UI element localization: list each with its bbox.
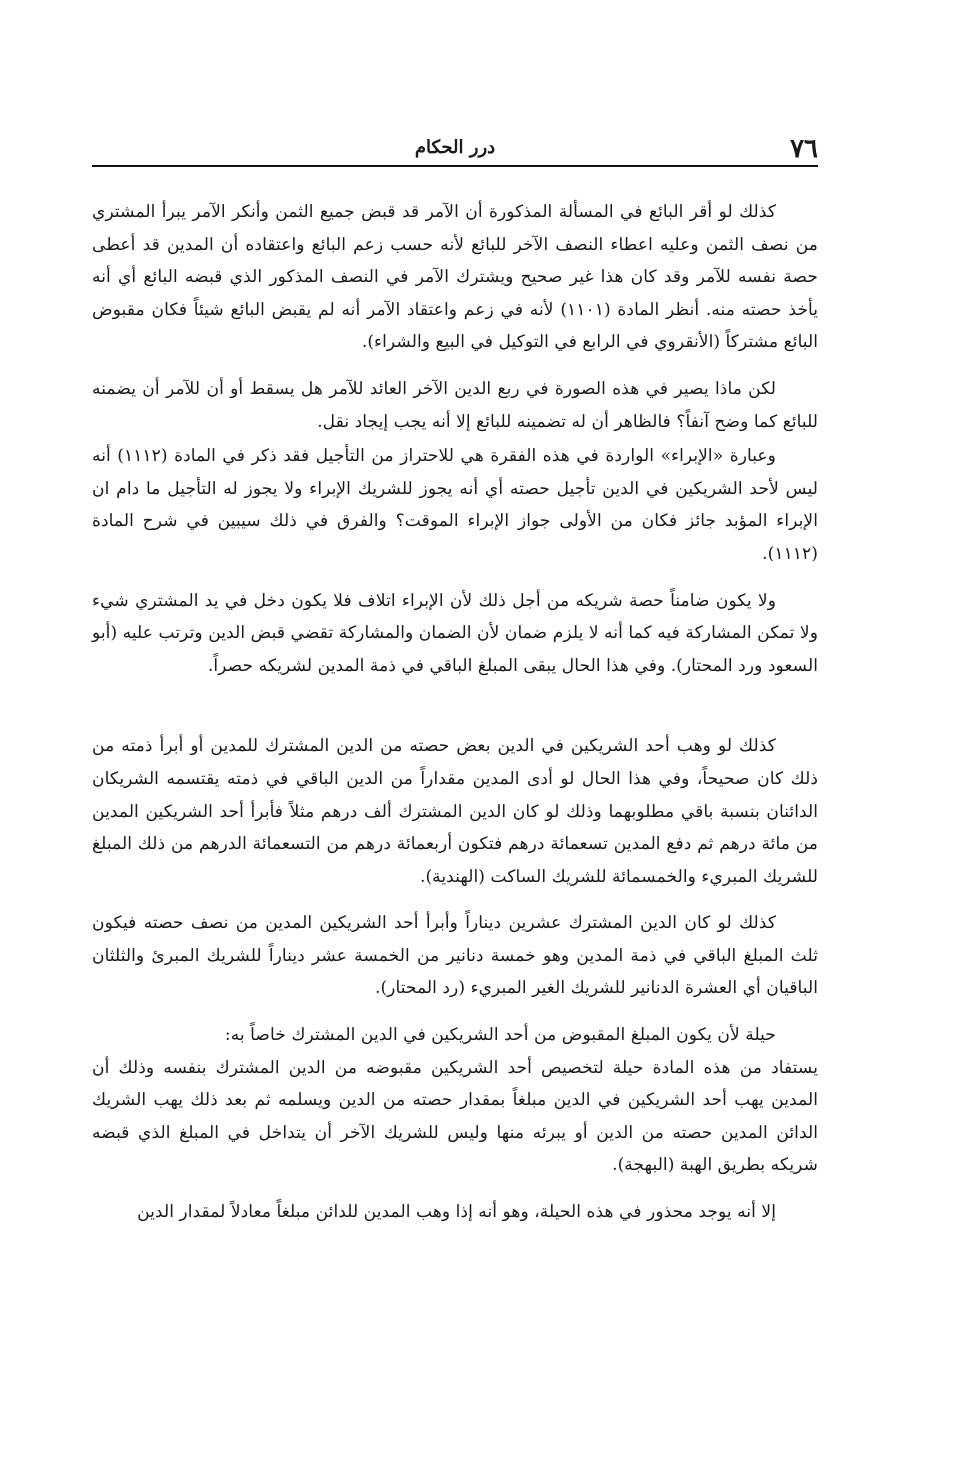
paragraph-8: إلا أنه يوجد محذور في هذه الحيلة، وهو أنه إذا وهب المدين للدائن مبلغاً معادلاً لمقدار الدين [137,1202,776,1223]
body-text [92,196,818,1229]
paragraph-1: كذلك لو أقر البائع في المسألة المذكورة أن الآمر قد قبض جميع الثمن وأنكر الآمر يبرأ المشتري من نصف الثمن وعليه اعطاء النصف الآخر للبائع لأنه حسب زعم البائع واعتقاده أن المدين قد أعطى حصة نفسه للآمر وقد كان هذا غير صحيح ويشترك الآمر في النصف المذكور الذي قبضه البائع أي أنه يأخذ حصته منه. أنظر المادة (١١٠١) لأنه في زعم واعتقاد الآمر أنه لم يقبض البائع شيئاً فكان مقبوض البائع مشتركاً (الأنقروي في الرابع في التوكيل في البيع والشراء). [92,202,818,353]
paragraph-7: يستفاد من هذه المادة حيلة لتخصيص أحد الشريكين مقبوضه من الدين المشترك بنفسه وذلك أن المدين يهب أحد الشريكين في الدين مبلغاً بمقدار حصته من الدين ويسلمه ثم بعد ذلك يهب الشريك الدائن المدين حصته من الدين أو يبرئه منها وليس للشريك الآخر أن يتداخل في المبلغ الذي قبضه شريكه بطريق الهبة (البهجة). [92,1057,818,1176]
paragraph-3: وعبارة «الإبراء» الواردة في هذه الفقرة هي للاحتراز من التأجيل فقد ذكر في المادة (١١١٢) أنه ليس لأحد الشريكين في الدين تأجيل حصته أي أنه يجوز للشريك الإبراء ولا يجوز له التأجيل ما دام ان الإبراء المؤبد جائز فكان من الأولى جواز الإبراء الموقت؟ والفرق في ذلك سيبين في شرح المادة (١١١٢). [92,446,818,564]
running-title: درر الحكام [414,137,496,158]
paragraph-6: كذلك لو كان الدين المشترك عشرين ديناراً وأبرأ أحد الشريكين المدين من نصف حصته فيكون ثلث المبلغ الباقي في ذمة المدين وهو خمسة دنانير من الخمسة عشر ديناراً للشريك المبرئ والثلثان الباقيان أي العشرة الدنانير للشريك الغير المبريء (رد المحتار). [92,913,819,999]
page-number: ٧٦ [790,134,818,164]
page-header [92,128,818,166]
paragraph-2: لكن ماذا يصير في هذه الصورة في ربع الدين الآخر العائد للآمر هل يسقط أو أن للآمر أن يضمنه للبائع كما وضح آنفاً؟ فالظاهر أن له تضمينه للبائع إلا أنه يجب إيجاد نقل. [92,378,818,432]
header-rule [92,165,818,167]
section-heading-hila: حيلة لأن يكون المبلغ المقبوض من أحد الشريكين في الدين المشترك خاصاً به: [224,1025,776,1046]
paragraph-4: ولا يكون ضامناً حصة شريكه من أجل ذلك لأن الإبراء اتلاف فلا يكون دخل في يد المشتري شيء ولا تمكن المشاركة فيه كما أنه لا يلزم ضمان لأن الضمان والمشاركة تقضي قبض الدين وترتب عليه (أبو السعود ورد المحتار). وفي هذا الحال يبقى المبلغ الباقي في ذمة المدين لشريكه حصراً. [92,590,818,676]
paragraph-5: كذلك لو وهب أحد الشريكين في الدين بعض حصته من الدين المشترك للمدين أو أبرأ ذمته من ذلك كان صحيحاً، وفي هذا الحال لو أدى المدين مقداراً من الدين الباقي في ذمته يقتسمه الشريكان الدائنان بنسبة باقي مطلوبهما وذلك لو كان الدين المشترك ألف درهم مثلاً فأبرأ أحد الشريكين المدين من مائة درهم ثم دفع المدين تسعمائة درهم فتكون أربعمائة درهم من التسعمائة الدرهم من ذلك المبلغ للشريك المبريء والخمسمائة للشريك الساكت (الهندية). [92,736,818,887]
